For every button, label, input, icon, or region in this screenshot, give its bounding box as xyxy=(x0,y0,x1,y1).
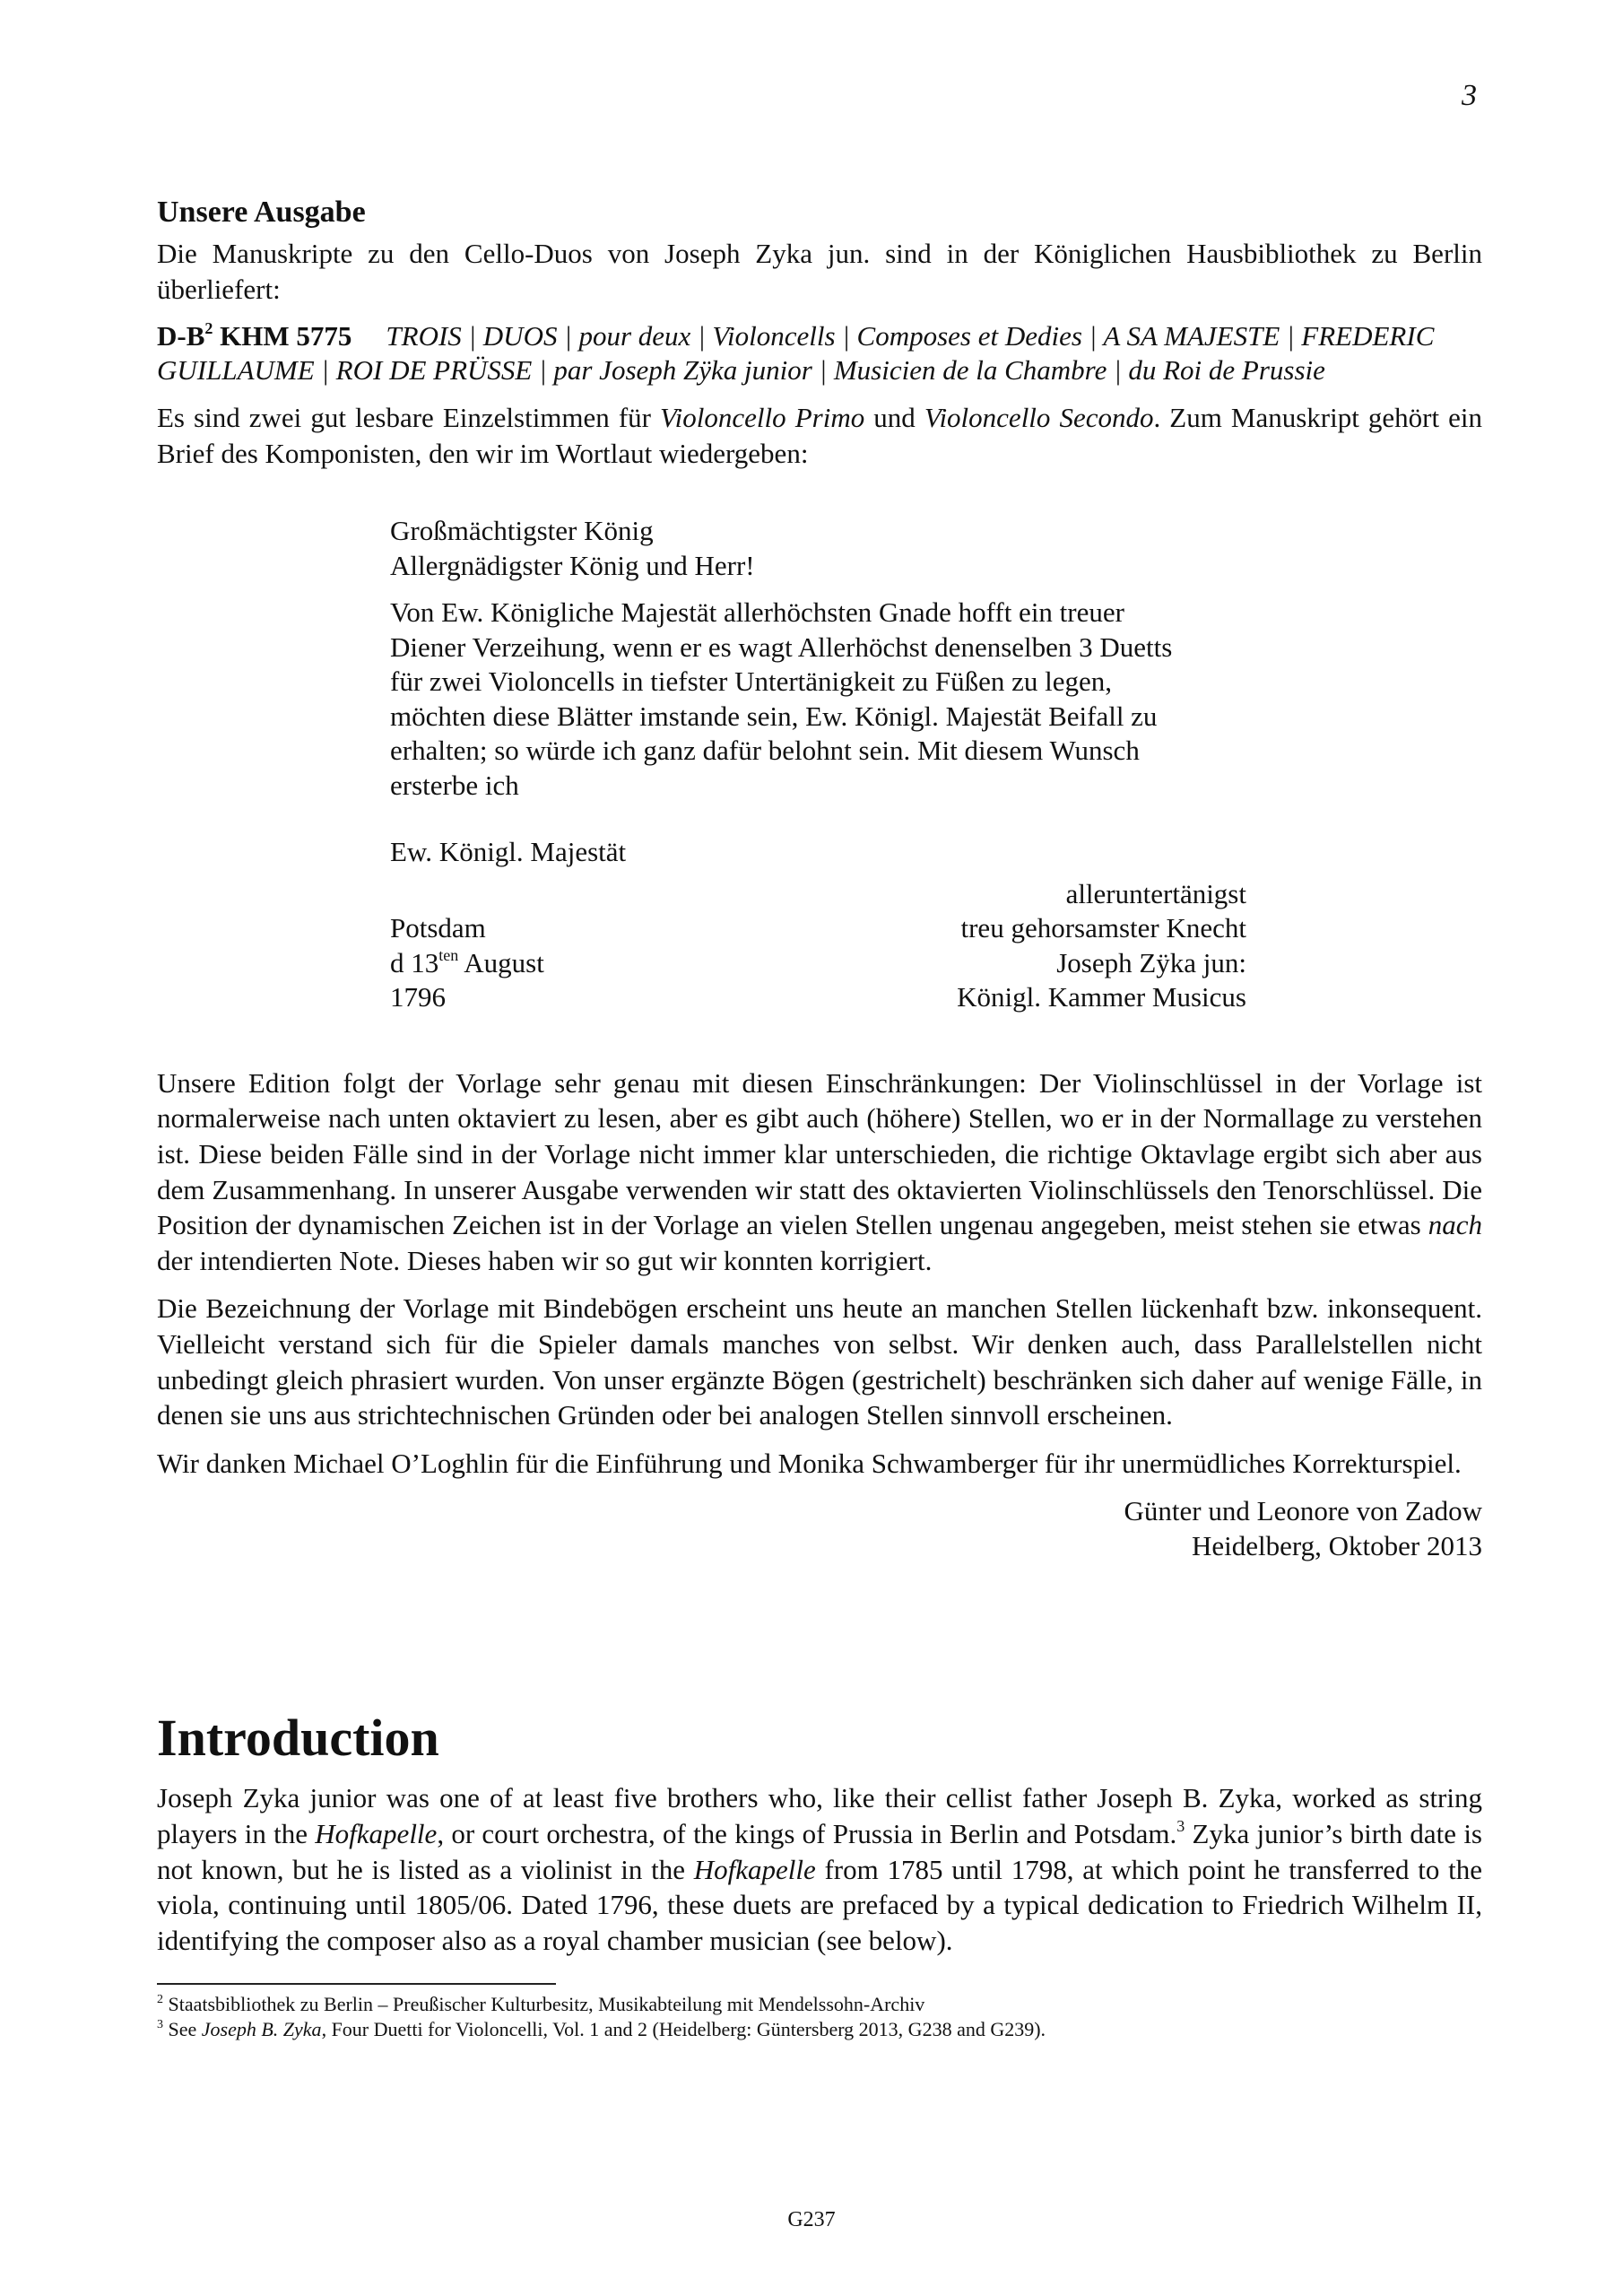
salutation-line-1: Großmächtigster König xyxy=(390,515,654,547)
footnote-text: See xyxy=(163,2018,202,2041)
introduction-paragraph xyxy=(157,1780,1482,1958)
thanks-paragraph: Wir danken Michael O’Loghlin für die Einführung und Monika Schwamberger für ihr unermüdliches Korrekturspiel. xyxy=(157,1447,1462,1479)
date-sup: ten xyxy=(438,945,459,964)
footnote-number: 3 xyxy=(157,2018,163,2032)
manuscript-entry xyxy=(157,319,1482,387)
letter-date xyxy=(390,946,544,981)
parts-paragraph xyxy=(157,400,1482,471)
intro-paragraph: Die Manuskripte zu den Cello-Duos von Joseph Zyka jun. sind in der Königlichen Hausbibliothek zu Berlin überliefert: xyxy=(157,238,1482,305)
introduction-heading: Introduction xyxy=(157,1709,439,1768)
letter-body xyxy=(390,596,1246,803)
page-number: 3 xyxy=(1462,79,1477,112)
footnote-ref-2: 2 xyxy=(204,318,213,337)
section-heading: Unsere Ausgabe xyxy=(157,196,366,229)
date-suffix: August xyxy=(458,946,544,978)
closing-line-4: Königl. Kammer Musicus xyxy=(957,981,1246,1013)
parts-text-2: und xyxy=(864,402,924,434)
intro-italic-1: Hofkapelle xyxy=(315,1818,438,1849)
intro-text-4: from 1785 until 1798, at which point he transferred to the viola, continuing until 1805/06. Dated 1796, these duets are prefaced by a typical dedication to Friedrich Wilhelm II, identifying the composer also as a royal chamber musician (see below). xyxy=(157,1853,1482,1956)
closing-line-3: Joseph Zÿka jun: xyxy=(1056,946,1246,978)
letter-place-date xyxy=(390,877,544,1015)
letter-salutation xyxy=(390,514,1246,583)
intro-text-1: Joseph Zyka junior was one of at least five brothers who, like their cellist father Joseph B. Zyka, worked as string players in the xyxy=(157,1782,1482,1849)
date-prefix: d 13 xyxy=(390,946,439,978)
footnote-3 xyxy=(157,2017,1482,2042)
letter-closing xyxy=(957,877,1246,1015)
letter-body-line: Diener Verzeihung, wenn er es wagt Allerhöchst denenselben 3 Duetts xyxy=(390,631,1173,663)
parts-text-3: . Zum Manuskript gehört ein Brief des Komponisten, den wir im Wortlaut wiedergeben: xyxy=(157,402,1483,469)
intro-italic-2: Hofkapelle xyxy=(693,1853,816,1885)
letter-body-line: möchten diese Blätter imstande sein, Ew. Königl. Majestät Beifall zu xyxy=(390,700,1158,732)
parts-text-1: Es sind zwei gut lesbare Einzelstimmen für xyxy=(157,402,661,434)
signature-place-date: Heidelberg, Oktober 2013 xyxy=(1192,1530,1482,1562)
footnote-italic: Joseph B. Zyka xyxy=(201,2018,322,2041)
salutation-line-2: Allergnädigster König und Herr! xyxy=(390,549,755,581)
footnote-text: Staatsbibliothek zu Berlin – Preußischer Kulturbesitz, Musikabteilung mit Mendelssohn-Archiv xyxy=(163,1993,925,2016)
closing-line-2: treu gehorsamster Knecht xyxy=(960,912,1246,944)
signature-names: Günter und Leonore von Zadow xyxy=(1124,1495,1482,1527)
footnote-divider xyxy=(157,1983,556,1985)
footnote-number: 2 xyxy=(157,1993,163,2007)
letter-greeting: Ew. Königl. Majestät xyxy=(390,836,627,868)
footnote-ref-3: 3 xyxy=(1176,1816,1185,1835)
shelfmark-prefix: D-B xyxy=(157,320,205,352)
letter-year: 1796 xyxy=(390,981,446,1013)
intro-text-2: , or court orchestra, of the kings of Prussia in Berlin and Potsdam. xyxy=(437,1818,1177,1849)
page-content xyxy=(157,193,1482,2042)
letter-body-line: Von Ew. Königliche Majestät allerhöchsten Gnade hofft ein treuer xyxy=(390,596,1124,629)
letter-signature-block xyxy=(390,877,1246,1015)
letter-body-line: für zwei Violoncells in tiefster Untertänigkeit zu Füßen zu legen, xyxy=(390,665,1113,698)
footnote-2 xyxy=(157,1992,1482,2017)
footnote-text: , Four Duetti for Violoncelli, Vol. 1 and 2 (Heidelberg: Güntersberg 2013, G238 and G239). xyxy=(321,2018,1046,2041)
parts-italic-1: Violoncello Primo xyxy=(660,402,865,434)
letter-body-line: ersterbe ich xyxy=(390,769,519,801)
manuscript-shelfmark xyxy=(157,320,352,352)
page-footer: G237 xyxy=(787,2208,836,2231)
closing-line-1: alleruntertänigst xyxy=(1065,877,1246,909)
letter-place: Potsdam xyxy=(390,912,486,944)
edition-text-2: der intendierten Note. Dieses haben wir so gut wir konnten korrigiert. xyxy=(157,1244,933,1276)
letter-block xyxy=(390,514,1246,1015)
manuscript-title: TROIS | DUOS | pour deux | Violoncells | Composes et Dedies | A SA MAJESTE | FREDERIC GUILLAUME | ROI DE PRÜSSE | par Joseph Zÿka junior | Musicien de la Chambre | du Roi de Prussie xyxy=(157,320,1435,387)
edition-paragraph xyxy=(157,1065,1482,1279)
intro-text-3: Zyka junior’s birth date is not known, but he is listed as a violinist in the xyxy=(157,1818,1482,1885)
editor-signature xyxy=(157,1493,1482,1563)
edition-italic: nach xyxy=(1428,1209,1482,1241)
slurs-paragraph: Die Bezeichnung der Vorlage mit Bindebögen erscheint uns heute an manchen Stellen lückenhaft bzw. inkonsequent. Vielleicht verstand sich für die Spieler damals manches von selbst. Wir denken auch, dass Parallelstellen nicht unbedingt gleich phrasiert wurden. Von unser ergänzte Bögen (gestrichelt) beschränken sich daher auf wenige Fälle, in denen sie uns aus strichtechnischen Gründen oder bei analogen Stellen sinnvoll erscheinen. xyxy=(157,1292,1482,1431)
shelfmark-suffix: KHM 5775 xyxy=(213,320,352,352)
parts-italic-2: Violoncello Secondo xyxy=(924,402,1154,434)
edition-text-1: Unsere Edition folgt der Vorlage sehr genau mit diesen Einschränkungen: Der Violinschlüssel in der Vorlage ist normalerweise nach unten oktaviert zu lesen, aber es gibt auch (höhere) Stellen, wo er in der Normallage zu verstehen ist. Diese beiden Fälle sind in der Vorlage nicht immer klar unterschieden, die richtige Oktavlage ergibt sich aber aus dem Zusammenhang. In unserer Ausgabe verwenden wir statt des oktavierten Violinschlüssels den Tenorschlüssel. Die Position der dynamischen Zeichen ist in der Vorlage an vielen Stellen ungenau angegeben, meist stehen sie etwas xyxy=(157,1066,1482,1241)
letter-body-line: erhalten; so würde ich ganz dafür belohnt sein. Mit diesem Wunsch xyxy=(390,735,1140,767)
